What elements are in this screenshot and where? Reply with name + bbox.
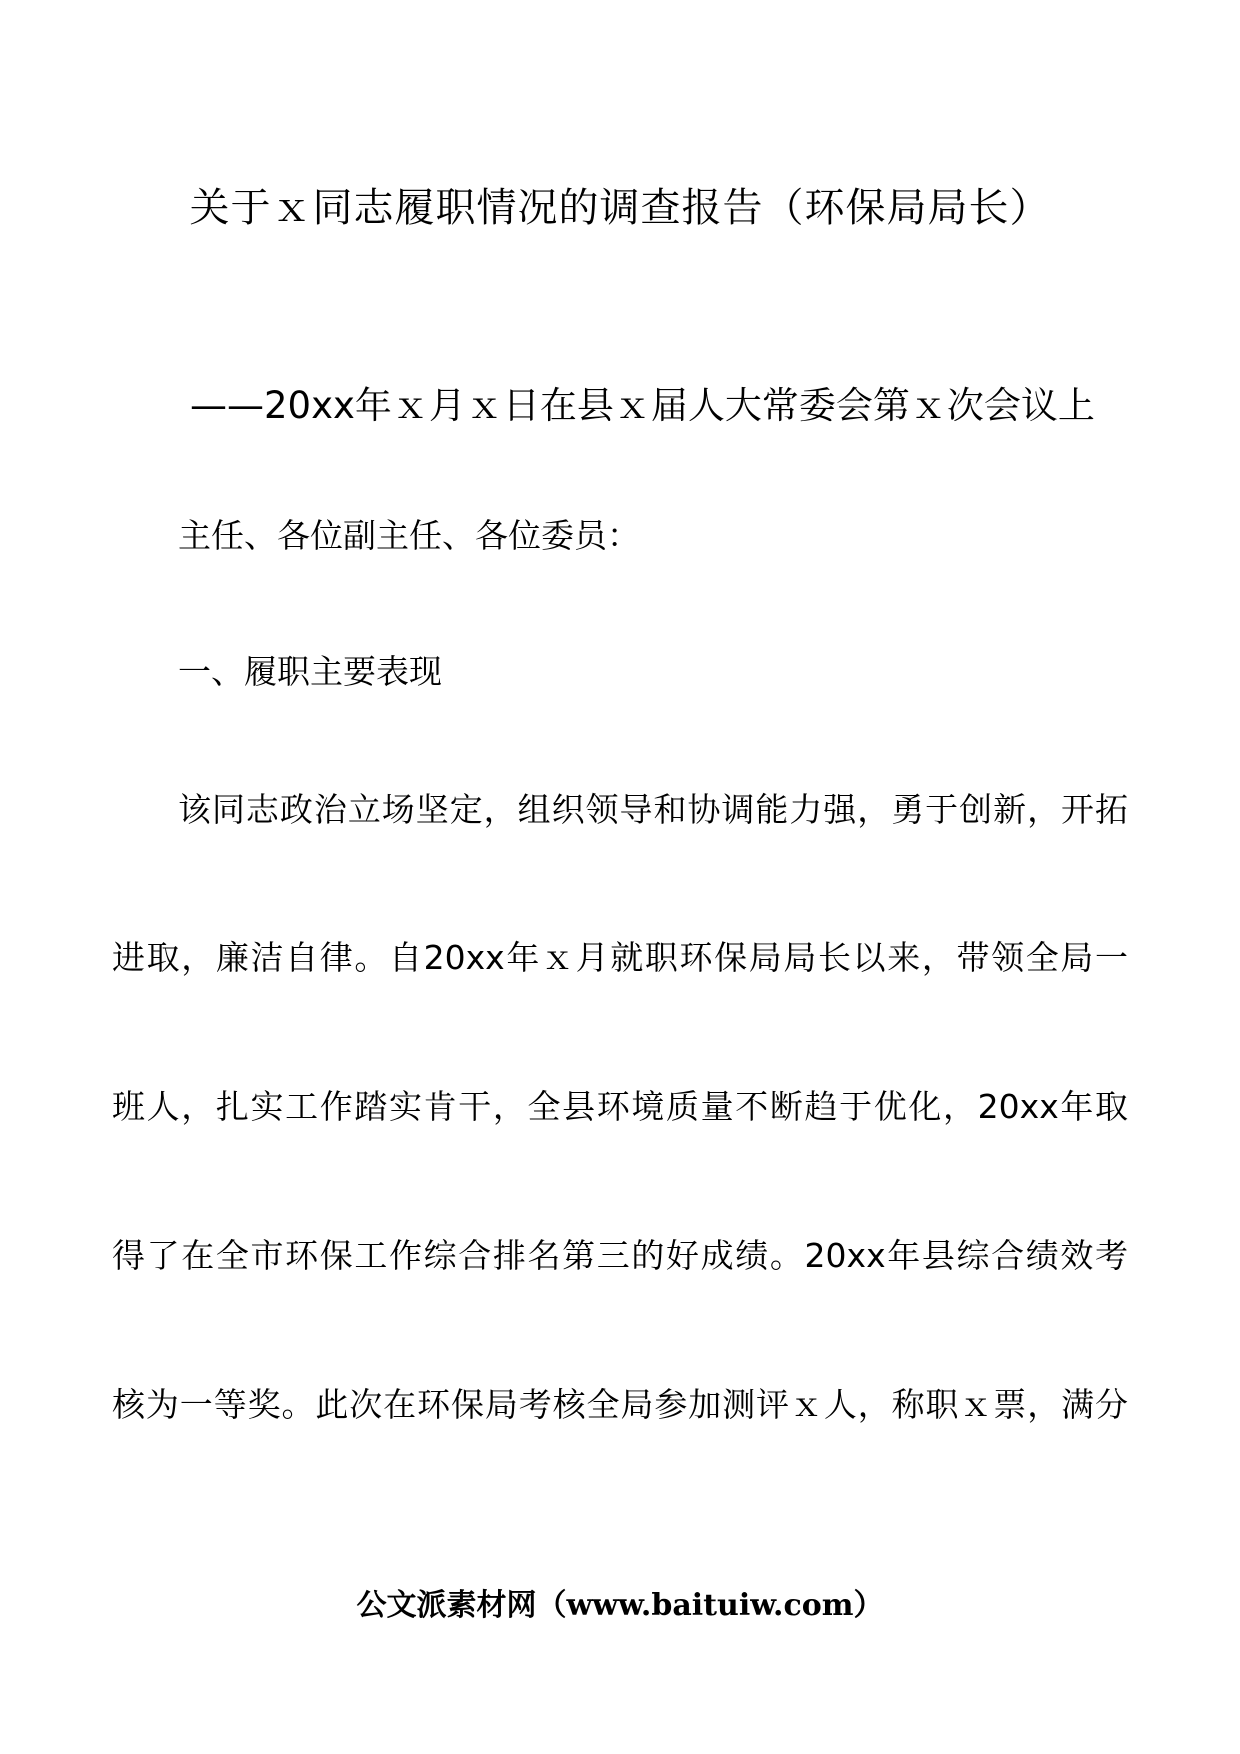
- footer-site-url: （www.baituiw.com）: [536, 1588, 884, 1623]
- section-heading: 一、履职主要表现: [178, 652, 442, 691]
- salutation: 主任、各位副主任、各位委员：: [178, 516, 640, 555]
- body-line-4: 得了在全市环保工作综合排名第三的好成绩。20xx年县综合绩效考: [112, 1236, 1128, 1275]
- footer-watermark: [0, 1584, 1240, 1628]
- body-line-2: 进取，廉洁自律。自20xx年ｘ月就职环保局局长以来，带领全局一: [112, 938, 1128, 977]
- body-line-5: 核为一等奖。此次在环保局考核全局参加测评ｘ人，称职ｘ票，满分: [112, 1385, 1128, 1424]
- footer-site-name: 公文派素材网: [356, 1588, 537, 1623]
- body-line-3: 班人，扎实工作踏实肯干，全县环境质量不断趋于优化，20xx年取: [112, 1087, 1128, 1126]
- body-line-1: 该同志政治立场坚定，组织领导和协调能力强，勇于创新，开拓: [178, 790, 1128, 829]
- document-subtitle: ——20xx年ｘ月ｘ日在县ｘ届人大常委会第ｘ次会议上: [190, 384, 1095, 427]
- document-title: 关于ｘ同志履职情况的调查报告（环保局局长）: [189, 185, 1051, 231]
